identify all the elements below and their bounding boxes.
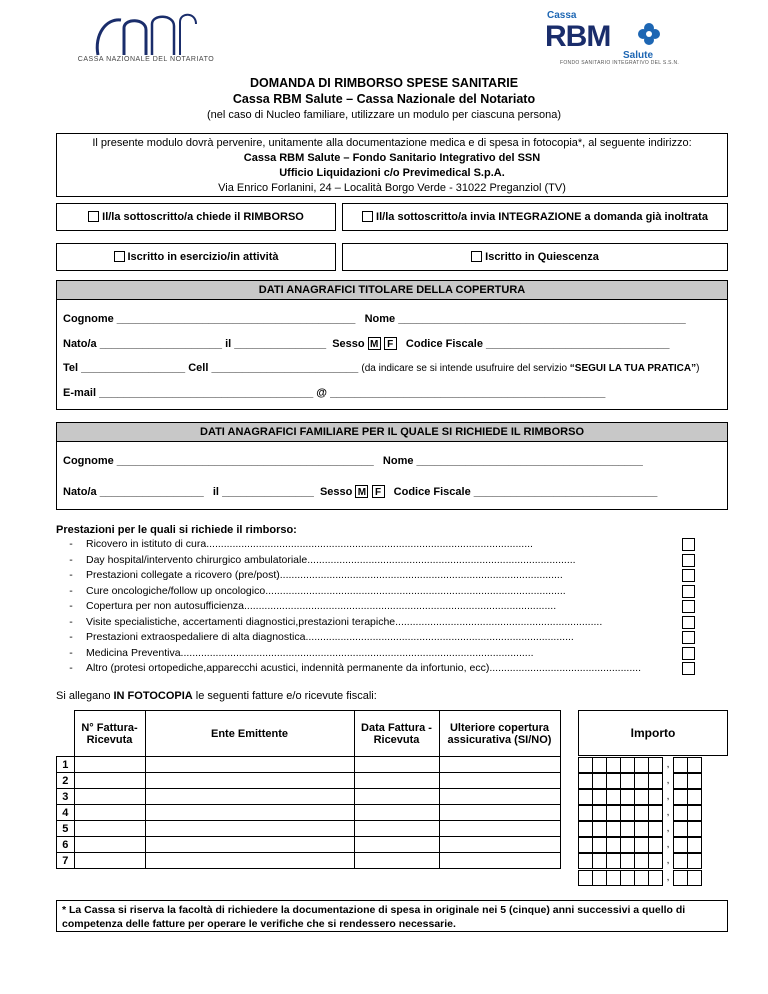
familiare-il-label: il	[212, 486, 219, 498]
cognome-label: Cognome	[63, 313, 114, 325]
tel-field[interactable]: _________________	[81, 362, 186, 374]
digit-cell[interactable]	[688, 822, 702, 837]
familiare-sesso-label: Sesso	[319, 486, 353, 498]
invoice-row-number: 3	[57, 789, 75, 805]
digit-cell[interactable]	[621, 838, 635, 853]
digit-cell[interactable]	[635, 822, 649, 837]
digit-cell[interactable]	[621, 758, 635, 773]
esercizio-option[interactable]	[56, 243, 336, 271]
prestazione-item: - Visite specialistiche, accertamenti diagnostici,prestazioni terapiche.......................................................................	[56, 615, 695, 631]
invoice-ente-cell[interactable]	[145, 773, 354, 789]
importo-total[interactable]	[578, 870, 702, 886]
invoice-row	[57, 757, 561, 773]
prestazione-label: Cure oncologiche/follow up oncologico	[86, 584, 266, 597]
prestazione-label: Prestazioni extraospedaliere di alta diagnostica	[86, 631, 306, 643]
prestazione-label: Medicina Preventiva	[86, 646, 181, 659]
email-at: @	[316, 387, 327, 399]
digit-cell[interactable]	[621, 806, 635, 821]
digit-cell[interactable]	[635, 854, 649, 869]
invoice-row-number: 7	[57, 853, 75, 869]
page-subtitle: Cassa RBM Salute – Cassa Nazionale del Notariato	[232, 92, 536, 106]
digit-cell[interactable]	[593, 790, 607, 805]
digit-cell[interactable]	[635, 806, 649, 821]
digit-cell[interactable]	[579, 790, 593, 805]
page-title: DOMANDA DI RIMBORSO SPESE SANITARIE	[249, 76, 519, 90]
sesso-label: Sesso	[332, 338, 365, 350]
digit-cell[interactable]	[674, 854, 688, 869]
footer-note: * La Cassa si riserva la facoltà di richiedere la documentazione di spesa in originale nei 5 (cinque) anni successivi a quello di competenza delle fatture per operare le verifiche che si rendessero necessarie.	[56, 900, 728, 932]
digit-cell[interactable]	[649, 838, 663, 853]
familiare-cognome-label: Cognome	[63, 455, 114, 467]
digit-cell[interactable]	[607, 822, 621, 837]
col-data-header: Data Fattura - Ricevuta	[354, 711, 439, 757]
digit-cell[interactable]	[607, 806, 621, 821]
prestazione-label: Visite specialistiche, accertamenti diagnostici,prestazioni terapiche	[86, 615, 396, 628]
request-integrazione-option[interactable]	[342, 203, 728, 231]
digit-cell[interactable]	[593, 854, 607, 869]
prestazione-item: - Cure oncologiche/follow up oncologico.......................................................................................................	[56, 584, 695, 600]
importo-row[interactable]	[578, 853, 702, 869]
digit-cell[interactable]	[674, 838, 688, 853]
prestazione-item: - Prestazioni extraospedaliere di alta diagnostica............................................................................................	[56, 630, 695, 646]
invoice-ente-cell[interactable]	[145, 837, 354, 853]
cnn-logo-caption: CASSA NAZIONALE DEL NOTARIATO	[77, 56, 215, 63]
invoice-row	[57, 837, 561, 853]
codice-fiscale-field[interactable]: ______________________________	[486, 338, 670, 350]
invoice-row-number: 1	[57, 757, 75, 773]
digit-cell[interactable]	[635, 871, 649, 886]
digit-cell[interactable]	[579, 806, 593, 821]
cell-field[interactable]: ________________________	[211, 362, 359, 374]
request-rimborso-option[interactable]	[56, 203, 336, 231]
address-line-2: Cassa RBM Salute – Fondo Sanitario Integrativo del SSN	[243, 152, 541, 164]
titolare-row-4	[63, 387, 605, 399]
digit-cell[interactable]	[674, 822, 688, 837]
digit-cell[interactable]	[649, 806, 663, 821]
prestazioni-list	[56, 537, 695, 677]
decimal-comma: ,	[666, 872, 670, 883]
digit-cell[interactable]	[607, 790, 621, 805]
digit-cell[interactable]	[635, 790, 649, 805]
prestazione-label: Prestazioni collegate a ricovero (pre/post)	[86, 569, 280, 581]
digit-cell[interactable]	[621, 790, 635, 805]
invoice-ente-cell[interactable]	[145, 757, 354, 773]
prestazione-label: Copertura per non autosufficienza	[86, 600, 244, 612]
prestazione-checkbox[interactable]	[682, 647, 695, 660]
digit-cell[interactable]	[635, 758, 649, 773]
digit-cell[interactable]	[579, 774, 593, 789]
familiare-codice-fiscale-label: Codice Fiscale	[393, 486, 471, 498]
familiare-sesso-m-checkbox[interactable]: M	[355, 485, 368, 498]
invoice-data-cell[interactable]	[354, 773, 439, 789]
rbm-logo-top: Cassa	[547, 10, 577, 21]
quiescenza-label: Iscritto in Quiescenza	[485, 251, 599, 263]
prestazione-label: Altro (protesi ortopediche,apparecchi acustici, indennità permanente da infortunio, ecc)	[86, 662, 490, 674]
titolare-row-1	[63, 313, 686, 325]
digit-cell[interactable]	[674, 790, 688, 805]
digit-cell[interactable]	[579, 838, 593, 853]
digit-cell[interactable]	[649, 822, 663, 837]
prestazione-item: - Altro (protesi ortopediche,apparecchi acustici, indennità permanente da infortunio, ecc)....................................................	[56, 661, 695, 677]
prestazione-checkbox[interactable]	[682, 600, 695, 613]
esercizio-checkbox[interactable]	[114, 251, 125, 262]
invoice-ente-cell[interactable]	[145, 789, 354, 805]
digit-cell[interactable]	[621, 871, 635, 886]
invoice-row-number: 2	[57, 773, 75, 789]
invoice-ulteriore-cell[interactable]	[439, 837, 560, 853]
invoice-row	[57, 821, 561, 837]
invoice-row-number: 6	[57, 837, 75, 853]
importo-row[interactable]	[578, 789, 702, 805]
importo-row[interactable]	[578, 773, 702, 789]
invoice-num-cell[interactable]	[74, 821, 145, 837]
page-note: (nel caso di Nucleo familiare, utilizzare un modulo per ciascuna persona)	[206, 109, 561, 121]
rbm-logo-salute: Salute	[623, 50, 654, 61]
digit-cell[interactable]	[674, 774, 688, 789]
digit-cell[interactable]	[607, 758, 621, 773]
decimal-comma: ,	[666, 807, 670, 818]
titolare-row-2	[63, 337, 670, 350]
digit-cell[interactable]	[621, 854, 635, 869]
invoice-num-cell[interactable]	[74, 757, 145, 773]
invoice-data-cell[interactable]	[354, 757, 439, 773]
col-num-header: N° Fattura-Ricevuta	[74, 711, 145, 757]
prestazione-label: Day hospital/intervento chirurgico ambulatoriale	[86, 553, 308, 566]
digit-cell[interactable]	[593, 758, 607, 773]
invoice-row	[57, 853, 561, 869]
codice-fiscale-label: Codice Fiscale	[405, 338, 483, 350]
prestazioni-heading: Prestazioni per le quali si richiede il rimborso:	[56, 524, 297, 536]
familiare-row-2	[63, 485, 657, 498]
decimal-comma: ,	[666, 823, 670, 834]
decimal-comma: ,	[666, 791, 670, 802]
quiescenza-option[interactable]	[342, 243, 728, 271]
titolare-section	[56, 280, 728, 410]
digit-cell[interactable]	[593, 774, 607, 789]
digit-cell[interactable]	[593, 806, 607, 821]
digit-cell[interactable]	[649, 774, 663, 789]
quiescenza-checkbox[interactable]	[471, 251, 482, 262]
invoice-data-cell[interactable]	[354, 805, 439, 821]
nato-label: Nato/a	[63, 338, 97, 350]
sesso-m-checkbox[interactable]: M	[368, 337, 381, 350]
invoice-ulteriore-cell[interactable]	[439, 805, 560, 821]
digit-cell[interactable]	[649, 758, 663, 773]
integrazione-label: Il/la sottoscritto/a invia INTEGRAZIONE a domanda già inoltrata	[376, 211, 708, 223]
esercizio-label: Iscritto in esercizio/in attività	[127, 251, 279, 263]
digit-cell[interactable]	[688, 774, 702, 789]
col-ulteriore-header: Ulteriore copertura assicurativa (SI/NO)	[439, 711, 560, 757]
prestazione-item: - Day hospital/intervento chirurgico ambulatoriale............................................................................................	[56, 553, 695, 569]
email-domain-field[interactable]: _____________________________________________	[330, 387, 606, 399]
digit-cell[interactable]	[579, 822, 593, 837]
prestazione-checkbox[interactable]	[682, 585, 695, 598]
importo-row[interactable]	[578, 837, 702, 853]
cognome-field[interactable]: _______________________________________	[116, 313, 356, 325]
segui-pratica-note: (da indicare se si intende usufruire del servizio “SEGUI LA TUA PRATICA”)	[361, 363, 700, 374]
invoice-row	[57, 789, 561, 805]
tel-label: Tel	[63, 362, 79, 374]
cell-label: Cell	[188, 362, 209, 374]
digit-cell[interactable]	[649, 871, 663, 886]
invoice-num-cell[interactable]	[74, 853, 145, 869]
digit-cell[interactable]	[674, 806, 688, 821]
sesso-f-checkbox[interactable]: F	[384, 337, 397, 350]
digit-cell[interactable]	[688, 854, 702, 869]
col-importo-header: Importo	[578, 710, 728, 756]
integrazione-checkbox[interactable]	[362, 211, 373, 222]
address-line-3: Ufficio Liquidazioni c/o Previmedical S.p.A.	[279, 167, 505, 179]
titolare-row-3	[63, 362, 699, 374]
decimal-comma: ,	[666, 775, 670, 786]
digit-cell[interactable]	[621, 774, 635, 789]
digit-cell[interactable]	[579, 758, 593, 773]
invoice-row-number: 5	[57, 821, 75, 837]
prestazione-label: Ricovero in istituto di cura	[86, 538, 207, 550]
familiare-heading: DATI ANAGRAFICI FAMILIARE PER IL QUALE SI RICHIEDE IL RIMBORSO	[57, 423, 727, 442]
rbm-logo-subtitle: FONDO SANITARIO INTEGRATIVO DEL S.S.N.	[560, 60, 680, 66]
invoice-ulteriore-cell[interactable]	[439, 757, 560, 773]
address-line-1: Il presente modulo dovrà pervenire, unitamente alla documentazione medica e di spesa in fotocopia*, al seguente indirizzo:	[92, 137, 692, 149]
email-label: E-mail	[63, 387, 97, 399]
invoice-ulteriore-cell[interactable]	[439, 773, 560, 789]
invoice-row	[57, 773, 561, 789]
familiare-sesso-f-checkbox[interactable]: F	[372, 485, 385, 498]
digit-cell[interactable]	[593, 822, 607, 837]
familiare-nome-label: Nome	[382, 455, 414, 467]
invoice-row-number: 4	[57, 805, 75, 821]
nato-field[interactable]: ____________________	[99, 338, 223, 350]
email-user-field[interactable]: ___________________________________	[99, 387, 314, 399]
invoice-ente-cell[interactable]	[145, 805, 354, 821]
rimborso-checkbox[interactable]	[88, 211, 99, 222]
decimal-comma: ,	[666, 759, 670, 770]
address-box	[56, 133, 728, 197]
invoice-ulteriore-cell[interactable]	[439, 853, 560, 869]
invoice-num-cell[interactable]	[74, 773, 145, 789]
invoice-data-cell[interactable]	[354, 821, 439, 837]
address-line-4: Via Enrico Forlanini, 24 – Località Borgo Verde - 31022 Preganziol (TV)	[218, 182, 566, 194]
importo-row[interactable]	[578, 805, 702, 821]
invoice-ente-cell[interactable]	[145, 821, 354, 837]
invoice-row	[57, 805, 561, 821]
digit-cell[interactable]	[688, 871, 702, 886]
rbm-logo-main: RBM	[545, 20, 611, 53]
familiare-codice-fiscale-field[interactable]: ______________________________	[473, 486, 658, 498]
digit-cell[interactable]	[607, 871, 621, 886]
familiare-data-field[interactable]: _______________	[222, 486, 314, 498]
decimal-comma: ,	[666, 855, 670, 866]
prestazione-checkbox[interactable]	[682, 616, 695, 629]
digit-cell[interactable]	[579, 854, 593, 869]
invoice-data-cell[interactable]	[354, 853, 439, 869]
invoice-ulteriore-cell[interactable]	[439, 789, 560, 805]
nome-label: Nome	[364, 313, 396, 325]
invoice-num-cell[interactable]	[74, 789, 145, 805]
digit-cell[interactable]	[635, 838, 649, 853]
familiare-nato-field[interactable]: _________________	[99, 486, 204, 498]
prestazione-checkbox[interactable]	[682, 631, 695, 644]
digit-cell[interactable]	[607, 838, 621, 853]
digit-cell[interactable]	[674, 758, 688, 773]
digit-cell[interactable]	[635, 774, 649, 789]
prestazione-item: - Copertura per non autosufficienza...........................................................................................................	[56, 599, 695, 615]
prestazione-checkbox[interactable]	[682, 569, 695, 582]
prestazione-item: - Ricovero in istituto di cura................................................................................................................	[56, 537, 695, 553]
digit-cell[interactable]	[607, 854, 621, 869]
decimal-comma: ,	[666, 839, 670, 850]
prestazione-item: - Medicina Preventiva.........................................................................................................................	[56, 646, 695, 662]
digit-cell[interactable]	[688, 790, 702, 805]
col-ente-header: Ente Emittente	[145, 711, 354, 757]
importo-row[interactable]	[578, 821, 702, 837]
familiare-cognome-field[interactable]: __________________________________________	[116, 455, 374, 467]
invoice-ente-cell[interactable]	[145, 853, 354, 869]
digit-cell[interactable]	[688, 806, 702, 821]
rimborso-label: Il/la sottoscritto/a chiede il RIMBORSO	[102, 211, 304, 223]
invoice-ulteriore-cell[interactable]	[439, 821, 560, 837]
digit-cell[interactable]	[688, 758, 702, 773]
prestazione-checkbox[interactable]	[682, 554, 695, 567]
allegati-intro: Si allegano IN FOTOCOPIA le seguenti fatture e/o ricevute fiscali:	[56, 690, 377, 702]
prestazione-item: - Prestazioni collegate a ricovero (pre/post).................................................................................................	[56, 568, 695, 584]
digit-cell[interactable]	[593, 871, 607, 886]
prestazione-checkbox[interactable]	[682, 662, 695, 675]
familiare-nome-field[interactable]: _____________________________________	[416, 455, 643, 467]
digit-cell[interactable]	[621, 822, 635, 837]
importo-row[interactable]	[578, 757, 702, 773]
invoice-num-cell[interactable]	[74, 805, 145, 821]
invoice-data-cell[interactable]	[354, 789, 439, 805]
prestazione-checkbox[interactable]	[682, 538, 695, 551]
data-nascita-field[interactable]: _______________	[234, 338, 327, 350]
familiare-row-1	[63, 455, 643, 467]
invoice-data-cell[interactable]	[354, 837, 439, 853]
invoice-num-cell[interactable]	[74, 837, 145, 853]
digit-cell[interactable]	[674, 871, 688, 886]
familiare-nato-label: Nato/a	[63, 486, 97, 498]
digit-cell[interactable]	[649, 854, 663, 869]
nome-field[interactable]: _______________________________________________	[398, 313, 686, 325]
invoice-table	[56, 710, 561, 869]
digit-cell[interactable]	[607, 774, 621, 789]
digit-cell[interactable]	[688, 838, 702, 853]
titolare-heading: DATI ANAGRAFICI TITOLARE DELLA COPERTURA	[57, 281, 727, 300]
digit-cell[interactable]	[593, 838, 607, 853]
flower-icon	[637, 22, 661, 46]
il-label: il	[225, 338, 232, 350]
digit-cell[interactable]	[579, 871, 593, 886]
digit-cell[interactable]	[649, 790, 663, 805]
familiare-section	[56, 422, 728, 510]
